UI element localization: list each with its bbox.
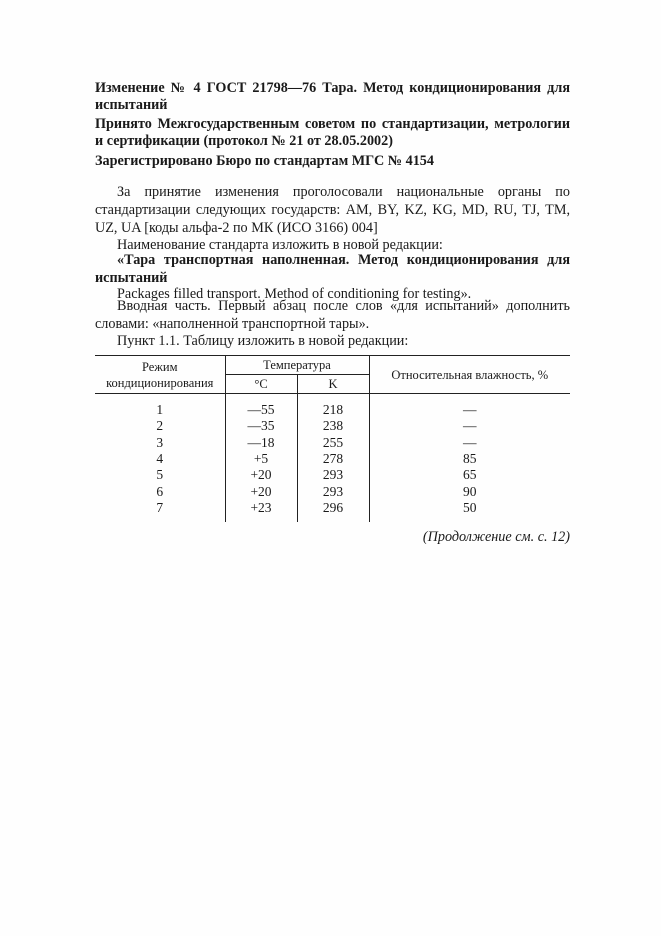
voting-paragraph: За принятие изменения проголосовали национальные органы по стандартизации следующих государств: AM, BY, KZ, KG, MD, RU, TJ, TM, UZ, UA [коды альфа-2 по МК (ИСО 3166) 004]: [95, 184, 570, 236]
cell-celsius: +5: [225, 451, 297, 467]
cell-kelvin: 296: [297, 500, 369, 522]
table-row: [95, 394, 570, 419]
cell-mode: 7: [95, 500, 225, 522]
continued-note: (Продолжение см. с. 12): [422, 529, 570, 545]
cell-humidity: —: [463, 418, 477, 434]
table-row: [95, 418, 570, 434]
new-title-en-paragraph: Packages filled transport. Method of conditioning for testing».: [117, 286, 472, 302]
cell-humidity: 65: [463, 467, 477, 483]
cell-kelvin: 238: [297, 418, 369, 434]
cell-humidity: 85: [463, 451, 477, 467]
cell-celsius: —55: [225, 394, 297, 419]
table-row: [95, 435, 570, 451]
cell-celsius: +20: [225, 467, 297, 483]
cell-humidity: —: [463, 434, 477, 450]
intro-paragraph: Вводная часть. Первый абзац после слов «для испытаний» дополнить словами: «наполненной транспортной тары».: [95, 298, 570, 332]
cell-kelvin: 293: [297, 483, 369, 499]
conditioning-table: [95, 355, 570, 522]
table-row: [95, 500, 570, 522]
cell-humidity: 50: [463, 499, 477, 515]
table-row: [95, 483, 570, 499]
cell-celsius: +23: [225, 500, 297, 522]
cell-kelvin: 278: [297, 451, 369, 467]
header-kelvin: K: [297, 375, 369, 394]
cell-kelvin: 293: [297, 467, 369, 483]
header-temperature: Температура: [225, 356, 369, 375]
new-title-ru-paragraph: «Тара транспортная наполненная. Метод кондиционирования для испытаний: [95, 252, 570, 286]
cell-mode: 1: [95, 394, 225, 419]
cell-kelvin: 255: [297, 435, 369, 451]
table-instruction-paragraph: Пункт 1.1. Таблицу изложить в новой редакции:: [117, 333, 409, 349]
conditioning-table-wrapper: [95, 355, 570, 522]
cell-mode: 2: [95, 418, 225, 434]
cell-mode: 4: [95, 451, 225, 467]
cell-celsius: +20: [225, 483, 297, 499]
header-mode: Режим кондиционирования: [95, 356, 225, 394]
adopted-heading: Принято Межгосударственным советом по стандартизации, метрологии и сертификации (протокол № 21 от 28.05.2002): [95, 116, 570, 149]
cell-celsius: —18: [225, 435, 297, 451]
cell-kelvin: 218: [297, 394, 369, 419]
cell-mode: 3: [95, 435, 225, 451]
table-row: [95, 451, 570, 467]
amendment-heading: Изменение № 4 ГОСТ 21798—76 Тара. Метод кондиционирования для испытаний: [95, 80, 570, 113]
table-row: [95, 467, 570, 483]
cell-mode: 5: [95, 467, 225, 483]
header-humidity: Относительная влажность, %: [369, 356, 570, 394]
cell-celsius: —35: [225, 418, 297, 434]
title-instruction-paragraph: Наименование стандарта изложить в новой редакции:: [117, 237, 443, 253]
cell-humidity: 90: [463, 483, 477, 499]
registered-heading: Зарегистрировано Бюро по стандартам МГС № 4154: [95, 153, 434, 169]
header-celsius: °C: [225, 375, 297, 394]
cell-humidity: —: [463, 402, 477, 418]
cell-mode: 6: [95, 483, 225, 499]
